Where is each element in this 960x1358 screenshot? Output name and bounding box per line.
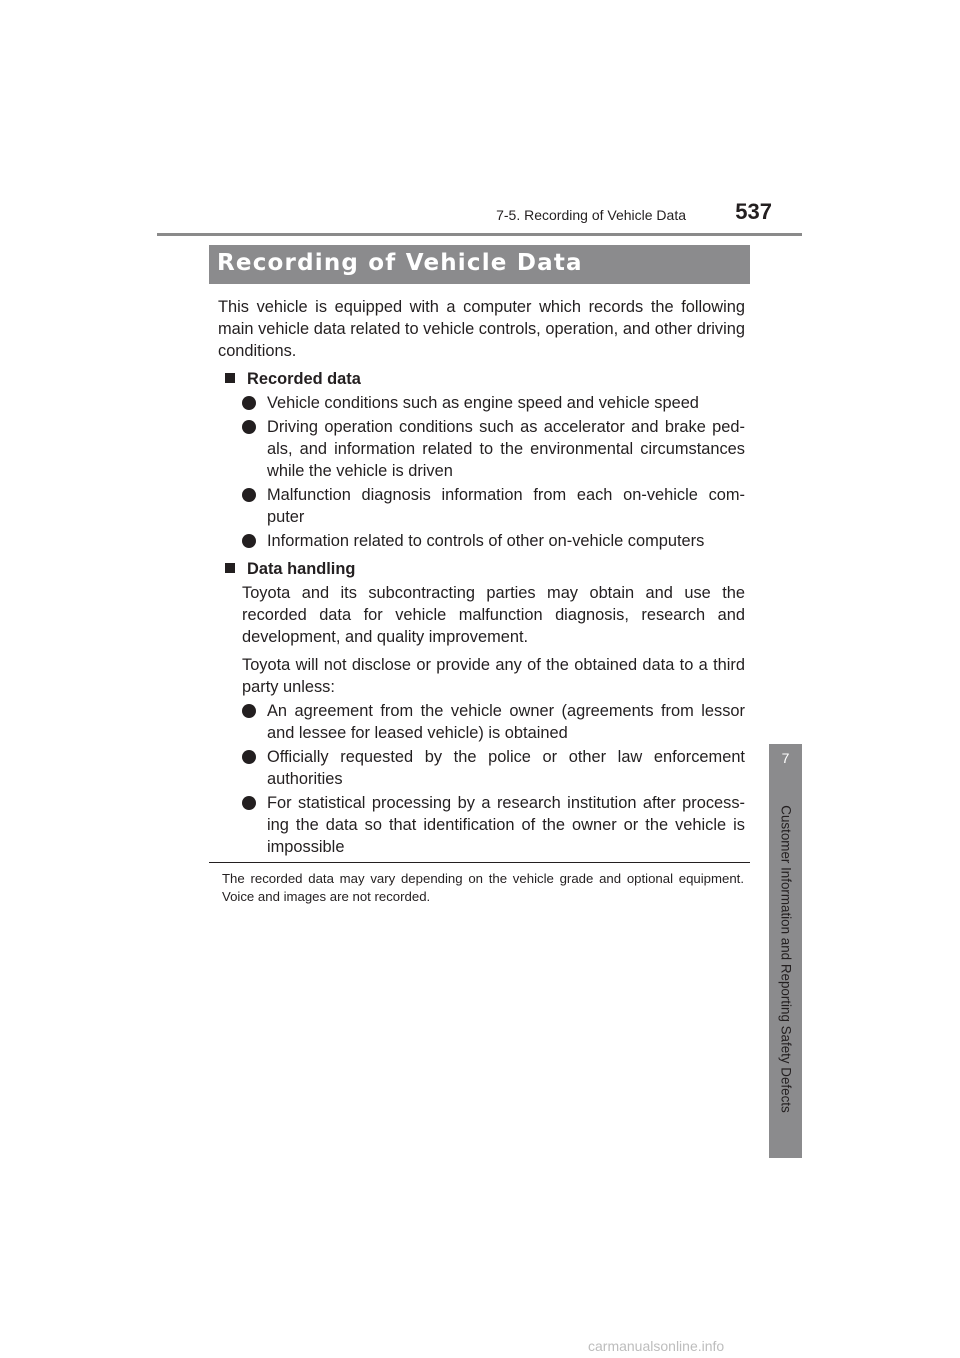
data-handling-paragraph-1: Toyota and its subcontracting parties may obtain and use the recorded data for vehicle malfunction diagnosis, research and development, and quality improvement. (242, 584, 745, 646)
data-handling-heading-text: Data handling (247, 560, 356, 578)
bullet-icon (242, 488, 256, 502)
list-item (242, 792, 745, 858)
list-item (242, 746, 745, 790)
list-item-text: For statistical processing by a research institution after process-ing the data so that identification of the owner or the vehicle is impossible (267, 794, 745, 856)
list-item-text: Vehicle conditions such as engine speed and vehicle speed (267, 394, 699, 412)
list-item (242, 700, 745, 744)
list-item (242, 484, 745, 528)
list-item (242, 416, 745, 482)
data-handling-paragraph-2: Toyota will not disclose or provide any of the obtained data to a third party unless: (242, 656, 745, 696)
header-divider (157, 233, 802, 236)
bullet-icon (242, 796, 256, 810)
footnote-divider (209, 862, 750, 863)
footnote: The recorded data may vary depending on the vehicle grade and optional equipment. Voice and images are not recorded. (222, 871, 744, 904)
list-item-text: Information related to controls of other on-vehicle computers (267, 532, 705, 550)
bullet-icon (242, 534, 256, 548)
list-item-text: An agreement from the vehicle owner (agreements from lessor and lessee for leased vehicle) is obtained (267, 702, 745, 742)
chapter-number: 7 (781, 750, 790, 766)
recorded-data-heading-text: Recorded data (247, 370, 361, 388)
recorded-data-heading (218, 368, 745, 390)
list-item-text: Malfunction diagnosis information from each on-vehicle com-puter (267, 486, 745, 526)
bullet-icon (242, 420, 256, 434)
title-banner (209, 245, 750, 284)
list-item (242, 392, 745, 414)
chapter-label-text: Customer Information and Reporting Safety Defects (778, 804, 794, 1113)
intro-paragraph: This vehicle is equipped with a computer which records the following main vehicle data related to vehicle controls, operation, and other driving conditions. (218, 298, 745, 360)
bullet-icon (242, 704, 256, 718)
watermark: carmanualsonline.info (588, 1338, 725, 1354)
square-bullet-icon (225, 563, 235, 573)
page-number: 537 (735, 199, 772, 224)
list-item-text: Officially requested by the police or other law enforcement authorities (267, 748, 745, 788)
main-content (218, 296, 745, 860)
list-item (242, 530, 745, 552)
bullet-icon (242, 750, 256, 764)
square-bullet-icon (225, 373, 235, 383)
page-title: Recording of Vehicle Data (217, 250, 583, 276)
data-handling-heading (218, 558, 745, 580)
list-item-text: Driving operation conditions such as accelerator and brake ped-als, and information related to the environmental circumstances while the vehicle is driven (267, 418, 745, 480)
bullet-icon (242, 396, 256, 410)
chapter-label (777, 776, 795, 1141)
header-section-title: 7-5. Recording of Vehicle Data (496, 207, 686, 223)
